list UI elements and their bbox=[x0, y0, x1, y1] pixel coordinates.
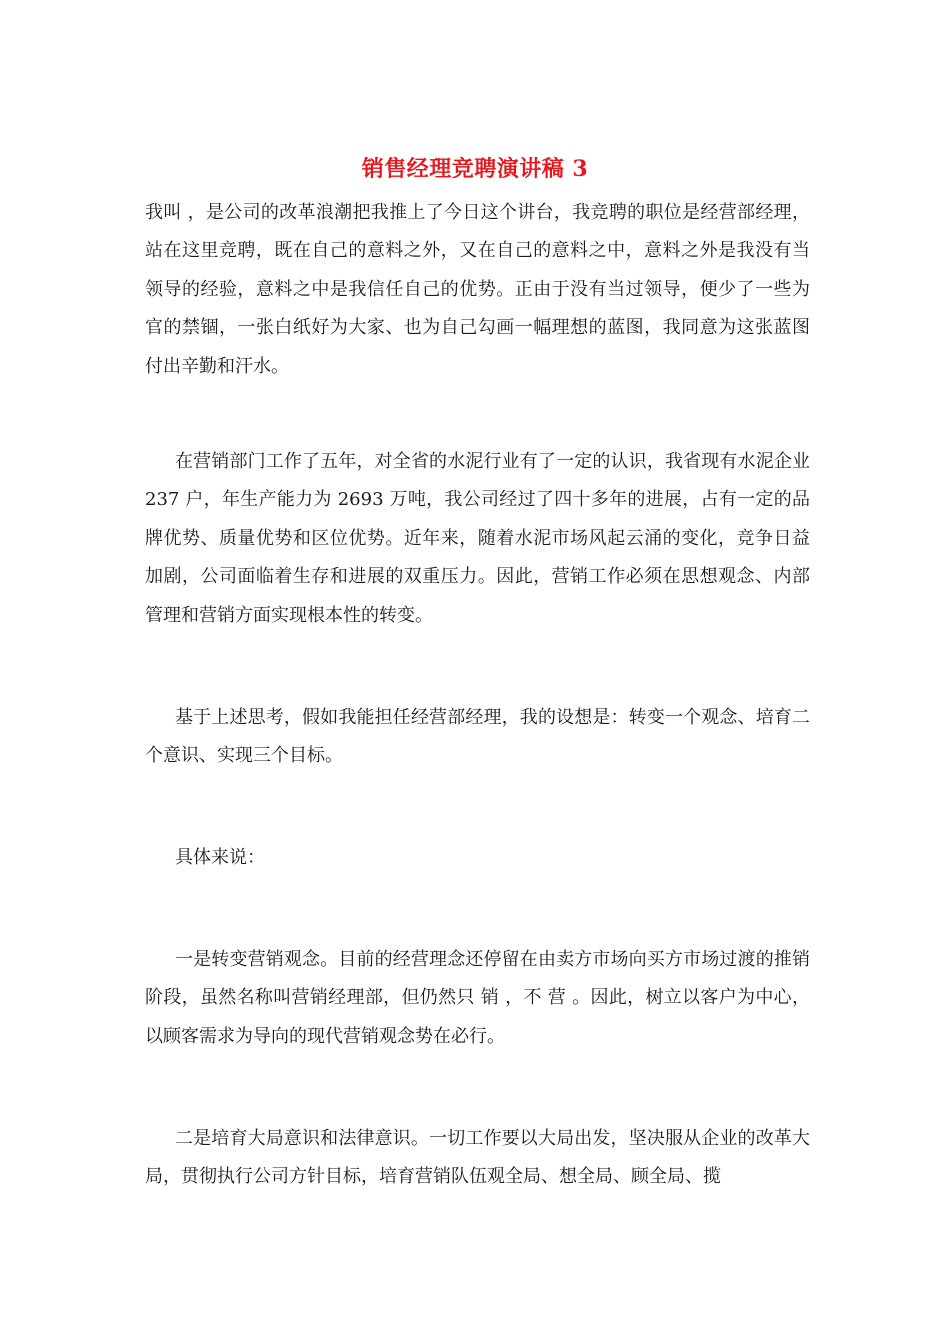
paragraph-point-one: 一是转变营销观念。目前的经营理念还停留在由卖方市场向买方市场过渡的推销阶段，虽然名称叫营销经理部，但仍然只 销 ，不 营 。因此，树立以客户为中心，以顾客需求为导向的现代营销观念势在必行。 bbox=[145, 949, 810, 1047]
document-title: 销售经理竞聘演讲稿 3 bbox=[361, 156, 589, 182]
paragraph-specifically: 具体来说： bbox=[175, 847, 265, 868]
paragraph-industry: 在营销部门工作了五年，对全省的水泥行业有了一定的认识，我省现有水泥企业 237 户，年生产能力为 2693 万吨，我公司经过了四十多年的进展，占有一定的品牌优势、质量优势和区位优势。近年来，随着水泥市场风起云涌的变化，竞争日益加剧，公司面临着生存和进展的双重压力。因此，营销工作必须在思想观念、内部管理和营销方面实现根本性的转变。 bbox=[145, 451, 810, 626]
paragraph-plan: 基于上述思考，假如我能担任经营部经理，我的设想是：转变一个观念、培育二个意识、实现三个目标。 bbox=[145, 707, 810, 767]
paragraph-intro: 我叫 ，是公司的改革浪潮把我推上了今日这个讲台，我竞聘的职位是经营部经理，站在这里竞聘，既在自己的意料之外，又在自己的意料之中，意料之外是我没有当领导的经验，意料之中是我信任自己的优势。正由于没有当过领导，便少了一些为官的禁锢，一张白纸好为大家、也为自己勾画一幅理想的蓝图，我同意为这张蓝图付出辛勤和汗水。 bbox=[145, 202, 810, 377]
paragraph-point-two: 二是培育大局意识和法律意识。一切工作要以大局出发，坚决服从企业的改革大局，贯彻执行公司方针目标，培育营销队伍观全局、想全局、顾全局、揽 bbox=[145, 1128, 810, 1188]
